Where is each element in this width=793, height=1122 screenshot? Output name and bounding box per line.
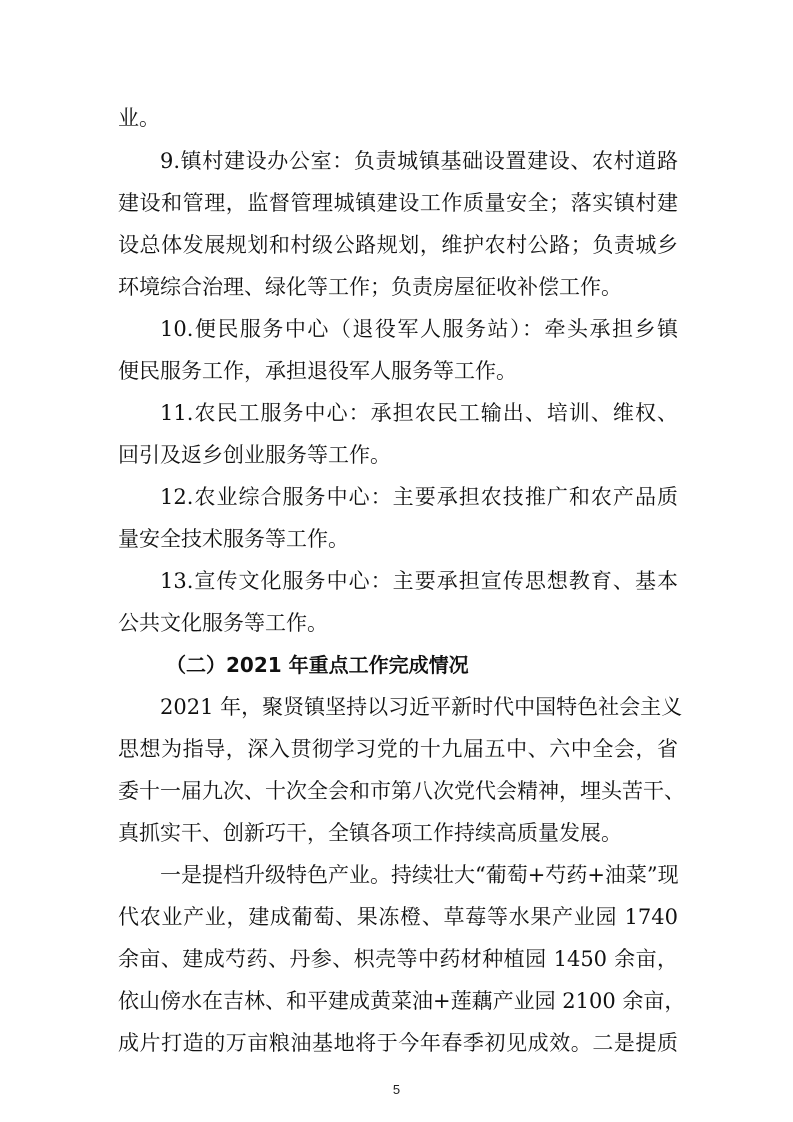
paragraph-line: 10.便民服务中心（退役军人服务站）：牵头承担乡镇 xyxy=(160,317,678,341)
paragraph-line: 设总体发展规划和村级公路规划，维护农村公路；负责城乡 xyxy=(118,233,678,257)
paragraph-line: 便民服务工作，承担退役军人服务等工作。 xyxy=(118,359,517,383)
paragraph-line: 依山傍水在吉林、和平建成黄菜油+莲藕产业园 2100 余亩， xyxy=(118,989,686,1013)
section-heading: （二）2021 年重点工作完成情况 xyxy=(166,653,469,677)
paragraph-line: 一是提档升级特色产业。持续壮大“葡萄+芍药+油菜”现 xyxy=(160,863,679,887)
paragraph-line: 余亩、建成芍药、丹参、枳壳等中药材种植园 1450 余亩， xyxy=(118,947,678,971)
paragraph-line: 委十一届九次、十次全会和市第八次党代会精神，埋头苦干、 xyxy=(118,779,685,803)
page-number: 5 xyxy=(392,1082,401,1097)
paragraph-line: 真抓实干、创新巧干，全镇各项工作持续高质量发展。 xyxy=(118,821,622,845)
paragraph-line: 9.镇村建设办公室：负责城镇基础设置建设、农村道路 xyxy=(160,149,678,173)
paragraph-line: 2021 年，聚贤镇坚持以习近平新时代中国特色社会主义 xyxy=(160,695,683,719)
paragraph-line: 成片打造的万亩粮油基地将于今年春季初见成效。二是提质 xyxy=(118,1031,678,1055)
paragraph-line: 11.农民工服务中心：承担农民工输出、培训、维权、 xyxy=(160,401,678,425)
paragraph-line: 回引及返乡创业服务等工作。 xyxy=(118,443,391,467)
paragraph-line: 业。 xyxy=(118,106,160,130)
paragraph-line: 思想为指导，深入贯彻学习党的十九届五中、六中全会，省 xyxy=(118,737,678,761)
paragraph-line: 环境综合治理、绿化等工作；负责房屋征收补偿工作。 xyxy=(118,275,622,299)
paragraph-line: 代农业产业，建成葡萄、果冻橙、草莓等水果产业园 1740 xyxy=(118,905,678,929)
paragraph-line: 量安全技术服务等工作。 xyxy=(118,527,349,551)
paragraph-line: 12.农业综合服务中心：主要承担农技推广和农产品质 xyxy=(160,485,678,509)
paragraph-line: 13.宣传文化服务中心：主要承担宣传思想教育、基本 xyxy=(160,569,678,593)
paragraph-line: 建设和管理，监督管理城镇建设工作质量安全；落实镇村建 xyxy=(118,191,678,215)
paragraph-line: 公共文化服务等工作。 xyxy=(118,611,328,635)
